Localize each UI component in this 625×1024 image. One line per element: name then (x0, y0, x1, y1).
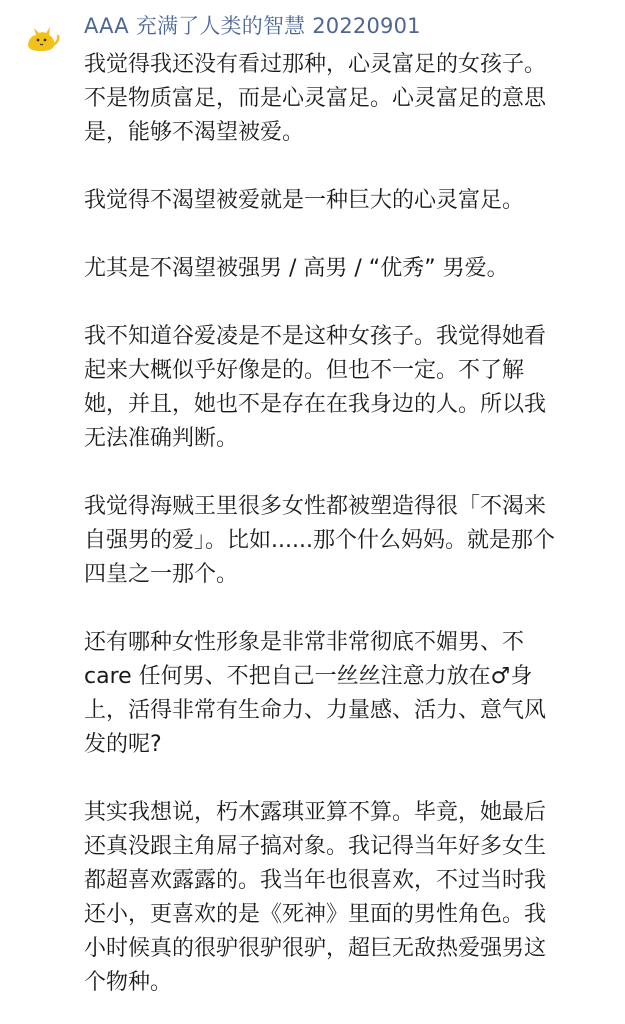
post-paragraph-5: 我觉得海贼王里很多女性都被塑造得很「不渴来 自强男的爱」。比如......那个什么妈妈。就是那个 四皇之一那个。 (84, 494, 555, 587)
author-name[interactable]: AAA 充满了人类的智慧 20220901 (84, 14, 421, 38)
avatar[interactable] (20, 16, 62, 58)
post-paragraph-7: 其实我想说，朽木露琪亚算不算。毕竟，她最后 还真没跟主角屌子搞对象。我记得当年好多女生 都超喜欢露露的。我当年也很喜欢，不过当时我 还小，更喜欢的是《死神》里面的男性角色。我 小时候真的很驴很驴很驴，超巨无敌热爱强男这 个物种。 (84, 800, 547, 995)
post-paragraph-4: 我不知道谷爱凌是不是这种女孩子。我觉得她看 起来大概似乎好像是的。但也不一定。不了解 她，并且，她也不是存在在我身边的人。所以我 无法准确判断。 (84, 324, 547, 451)
post-content (84, 48, 614, 1000)
yellow-cat-icon (20, 16, 62, 58)
post-paragraph-2: 我觉得不渴望被爱就是一种巨大的心灵富足。 (84, 188, 525, 213)
post-paragraph-6: 还有哪种女性形象是非常非常彻底不媚男、不 care 任何男、不把自己一丝丝注意力放在♂身 上，活得非常有生命力、力量感、活力、意气风 发的呢? (84, 630, 547, 757)
post-paragraph-3: 尤其是不渴望被强男 / 高男 / “优秀” 男爱。 (84, 256, 509, 281)
post-paragraph-1: 我觉得我还没有看过那种，心灵富足的女孩子。 不是物质富足，而是心灵富足。心灵富足的意思 是，能够不渴望被爱。 (84, 52, 547, 145)
